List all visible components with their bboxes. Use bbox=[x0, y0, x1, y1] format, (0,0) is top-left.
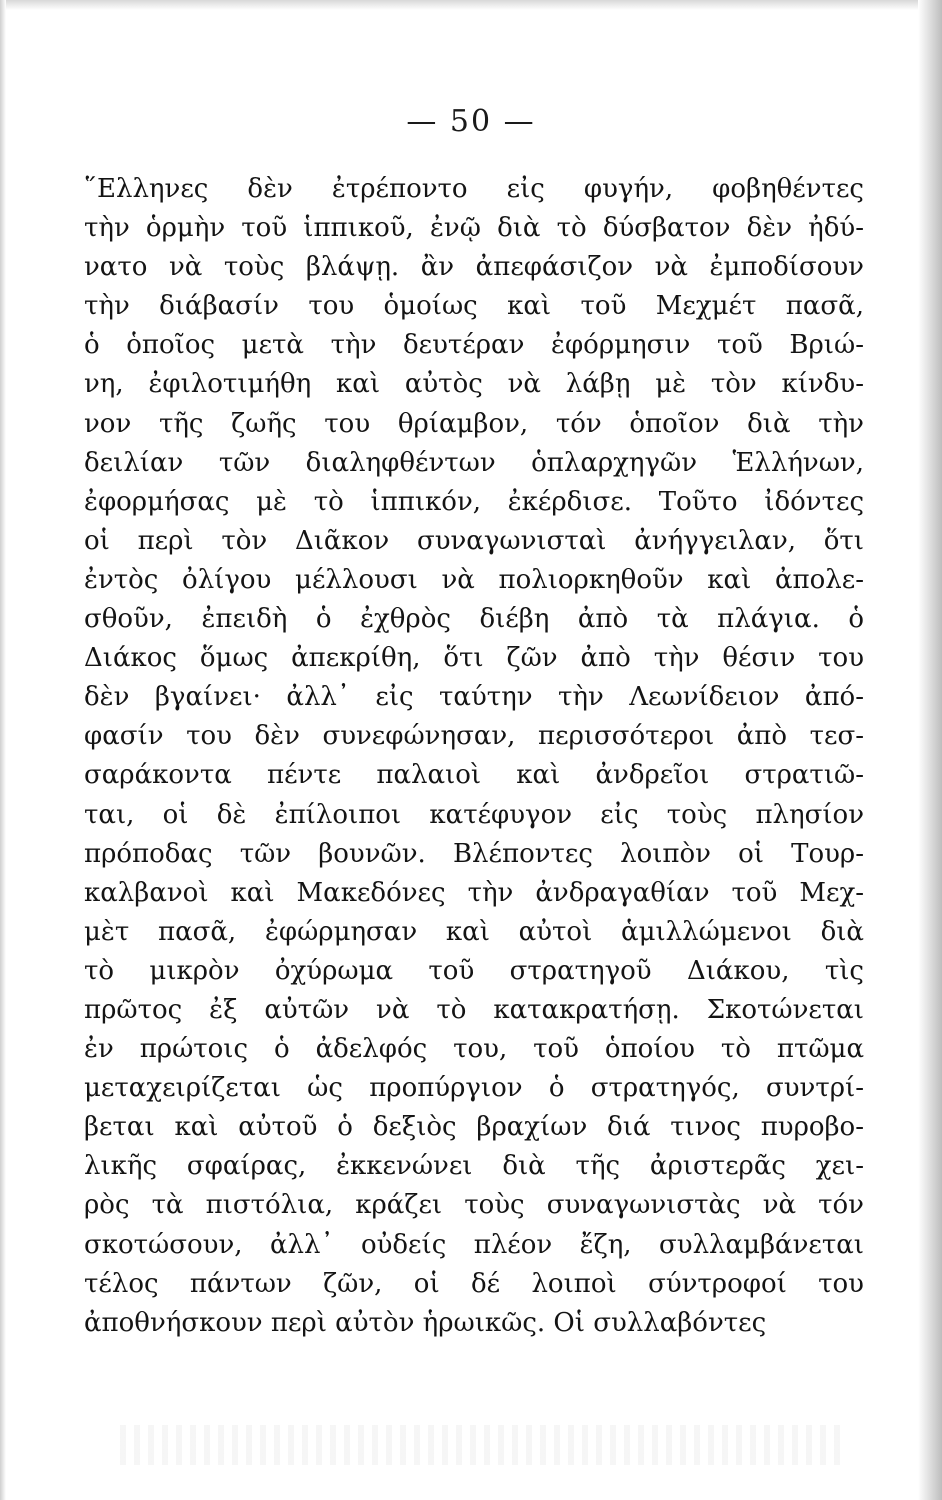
text-line: τὸ μικρὸν ὀχύρωμα τοῦ στρατηγοῦ Διάκου, τὶς bbox=[84, 955, 864, 986]
scan-shadow-left bbox=[0, 0, 6, 1500]
text-line: φασίν του δὲν συνεφώνησαν, περισσότεροι ἀπὸ τεσ- bbox=[84, 721, 864, 752]
text-line: δειλίαν τῶν διαληφθέντων ὁπλαρχηγῶν Ἑλλήνων, bbox=[84, 447, 864, 478]
text-line: τὴν διάβασίν του ὁμοίως καὶ τοῦ Μεχμέτ πασᾶ, bbox=[84, 291, 864, 322]
text-line: λικῆς σφαίρας, ἐκκενώνει διὰ τῆς ἀριστερᾶς χει- bbox=[84, 1151, 864, 1182]
text-line: μὲτ πασᾶ, ἐφώρμησαν καὶ αὐτοὶ ἁμιλλώμενοι διὰ bbox=[84, 916, 864, 947]
text-line: σθοῦν, ἐπειδὴ ὁ ἐχθρὸς διέβη ἀπὸ τὰ πλάγια. ὁ bbox=[84, 604, 864, 635]
scan-shadow-top bbox=[0, 0, 942, 10]
text-line: ἐν πρώτοις ὁ ἀδελφός του, τοῦ ὁποίου τὸ πτῶμα bbox=[84, 1034, 864, 1065]
body-text bbox=[84, 170, 864, 1343]
text-line: Διάκος ὅμως ἀπεκρίθη, ὅτι ζῶν ἀπὸ τὴν θέσιν του bbox=[84, 643, 864, 674]
text-line: ἀποθνήσκουν περὶ αὐτὸν ἡρωικῶς. Οἱ συλλαβόντες bbox=[84, 1307, 767, 1338]
text-line: σαράκοντα πέντε παλαιοὶ καὶ ἀνδρεῖοι στρατιῶ- bbox=[84, 760, 864, 791]
text-line: οἱ περὶ τὸν Διᾶκον συναγωνισταὶ ἀνήγγειλαν, ὅτι bbox=[84, 525, 864, 556]
text-line: σκοτώσουν, ἀλλ᾽ οὐδείς πλέον ἔζη, συλλαμβάνεται bbox=[84, 1229, 864, 1260]
page-number: — 50 — bbox=[406, 104, 536, 139]
text-line: νατο νὰ τοὺς βλάψῃ. ἂν ἀπεφάσιζον νὰ ἐμποδίσουν bbox=[84, 252, 864, 283]
text-line: καλβανοὶ καὶ Μακεδόνες τὴν ἀνδραγαθίαν τοῦ Μεχ- bbox=[84, 877, 864, 908]
text-line: μεταχειρίζεται ὡς προπύργιον ὁ στρατηγός, συντρί- bbox=[84, 1073, 864, 1104]
text-line: βεται καὶ αὐτοῦ ὁ δεξιὸς βραχίων διά τινος πυροβο- bbox=[84, 1112, 864, 1143]
text-line: νον τῆς ζωῆς του θρίαμβον, τόν ὁποῖον διὰ τὴν bbox=[84, 408, 864, 439]
text-line: τὴν ὁρμὴν τοῦ ἱππικοῦ, ἐνῷ διὰ τὸ δύσβατον δὲν ἠδύ- bbox=[84, 213, 864, 244]
text-line: πρῶτος ἐξ αὐτῶν νὰ τὸ κατακρατήσῃ. Σκοτώνεται bbox=[84, 994, 864, 1025]
text-line: πρόποδας τῶν βουνῶν. Βλέποντες λοιπὸν οἱ Τουρ- bbox=[84, 838, 864, 869]
text-line: ὁ ὁποῖος μετὰ τὴν δευτέραν ἐφόρμησιν τοῦ Βριώ- bbox=[84, 330, 864, 361]
text-line: ρὸς τὰ πιστόλια, κράζει τοὺς συναγωνιστὰς νὰ τόν bbox=[84, 1190, 864, 1221]
bleed-through-marks bbox=[120, 1425, 840, 1465]
text-line: ἐντὸς ὀλίγου μέλλουσι νὰ πολιορκηθοῦν καὶ ἀπολε- bbox=[84, 564, 864, 595]
text-line: δὲν βγαίνει· ἀλλ᾽ εἰς ταύτην τὴν Λεωνίδειον ἀπό- bbox=[84, 682, 864, 713]
text-line: ῞Ελληνες δὲν ἐτρέποντο εἰς φυγήν, φοβηθέντες bbox=[84, 174, 864, 204]
text-line: νη, ἐφιλοτιμήθη καὶ αὐτὸς νὰ λάβῃ μὲ τὸν κίνδυ- bbox=[84, 369, 864, 400]
scan-shadow-right bbox=[918, 0, 942, 1500]
text-line: ἐφορμήσας μὲ τὸ ἱππικόν, ἐκέρδισε. Τοῦτο ἰδόντες bbox=[84, 486, 864, 517]
text-line: τέλος πάντων ζῶν, οἱ δέ λοιποὶ σύντροφοί του bbox=[84, 1268, 864, 1299]
text-line: ται, οἱ δὲ ἐπίλοιποι κατέφυγον εἰς τοὺς πλησίον bbox=[84, 799, 864, 830]
